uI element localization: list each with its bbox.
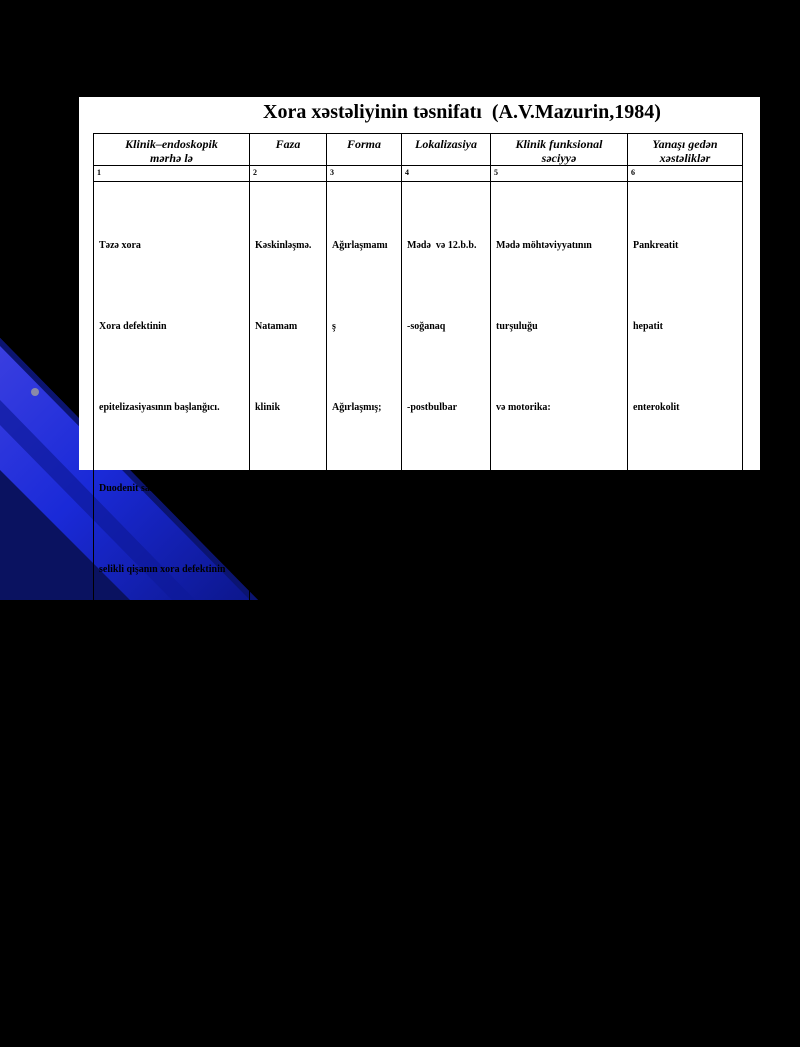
localization-line: ikili lokalizasiya bbox=[407, 564, 477, 575]
stage-line: Təzə xora bbox=[99, 240, 141, 251]
comorbidity-line: ezofagit bbox=[633, 564, 667, 575]
header-line: Klinik funksional bbox=[515, 137, 603, 151]
stage-line: Xora defektinin bbox=[99, 321, 167, 332]
header-line: xəstəliklər bbox=[659, 151, 711, 165]
stage-line: selikli qişanın xora defektinin bbox=[99, 564, 226, 575]
comorbidity-line: enterokolit bbox=[633, 402, 680, 413]
function-line: Artmış. bbox=[496, 483, 529, 494]
phase-line: klinik bbox=[255, 402, 281, 413]
header-row bbox=[94, 134, 743, 166]
column-number: 1 bbox=[97, 168, 101, 177]
function-line: turşuluğu bbox=[496, 321, 538, 332]
stage-line: epitelizasiyasının başlanğıcı. bbox=[99, 402, 220, 413]
phase-line: Klinik bbox=[255, 564, 283, 575]
slide-panel bbox=[79, 97, 760, 980]
cell-localization bbox=[402, 182, 491, 1047]
header-cell-stage bbox=[94, 134, 250, 166]
form-line: ş bbox=[332, 321, 336, 332]
slide-title: Xora xəstəliyinin təsnifatı (A.V.Mazurin,1984) bbox=[263, 101, 661, 123]
form-line: Ağırlaşmamı bbox=[332, 240, 388, 251]
header-cell-function bbox=[491, 134, 628, 166]
cell-phase bbox=[250, 182, 327, 1047]
stage-line: sağalması. bbox=[99, 645, 144, 656]
header-line: Yanaşı gedən bbox=[652, 137, 718, 151]
form-line: -qanaxma; bbox=[332, 483, 379, 494]
column-number: 5 bbox=[494, 168, 498, 177]
header-line: səciyyə bbox=[541, 151, 577, 165]
header-cell-phase bbox=[250, 134, 327, 166]
form-line: Ağırlaşmış; bbox=[332, 402, 382, 413]
function-line: Azalmuş bbox=[496, 564, 534, 575]
form-line: çıxacağının bbox=[332, 807, 381, 818]
stage-line: Klinik -endoskopik remissiya bbox=[99, 726, 224, 737]
cell-form bbox=[327, 182, 402, 1047]
form-line: -penetrasiya; bbox=[332, 564, 389, 575]
content-row bbox=[94, 182, 743, 1047]
column-number: 6 bbox=[631, 168, 635, 177]
column-number: 4 bbox=[405, 168, 409, 177]
comorbidity-line: hepatit bbox=[633, 321, 663, 332]
function-line: Mədə möhtəviyyatının bbox=[496, 240, 592, 251]
column-number-cell bbox=[402, 166, 491, 182]
phase-line: remissiya bbox=[255, 645, 296, 656]
header-line: mərhə lə bbox=[150, 151, 193, 165]
form-line: -perforasiya bbox=[332, 645, 385, 656]
column-number: 2 bbox=[253, 168, 257, 177]
form-line: -mədə bbox=[332, 726, 359, 737]
column-number-cell bbox=[327, 166, 402, 182]
localization-line: -soğanaq bbox=[407, 321, 446, 332]
header-line: Lokalizasiya bbox=[415, 137, 477, 151]
column-number-cell bbox=[491, 166, 628, 182]
comorbidity-line: xolesisto-xolangit bbox=[633, 645, 707, 656]
column-number-cell bbox=[94, 166, 250, 182]
cell-function bbox=[491, 182, 628, 1047]
function-line: Normal bbox=[496, 645, 529, 656]
localization-line: hissə, bbox=[407, 483, 431, 494]
phase-line: Kəskinləşmə. bbox=[255, 240, 312, 251]
column-number-cell bbox=[628, 166, 743, 182]
localization-line: Mədə və 12.b.b. bbox=[407, 240, 477, 251]
header-line: Faza bbox=[275, 137, 301, 151]
column-number-cell bbox=[250, 166, 327, 182]
comorbidity-line: Pankreatit bbox=[633, 240, 679, 251]
form-line: stenozu bbox=[332, 888, 365, 899]
phase-line: Natamam bbox=[255, 321, 298, 332]
bullet-dot bbox=[31, 388, 39, 396]
localization-line: -postbulbar bbox=[407, 402, 458, 413]
form-line: -perivisserit. bbox=[332, 969, 386, 980]
classification-table bbox=[93, 133, 743, 1047]
cell-comorbidity bbox=[628, 182, 743, 1047]
column-number: 3 bbox=[330, 168, 334, 177]
header-cell-form bbox=[327, 134, 402, 166]
phase-line: remissiya. bbox=[255, 483, 298, 494]
header-cell-comorbidity bbox=[628, 134, 743, 166]
function-line: və motorika: bbox=[496, 402, 551, 413]
header-cell-localization bbox=[402, 134, 491, 166]
stage-line: Duodenit saxlanılmaqla bbox=[99, 483, 201, 494]
number-row bbox=[94, 166, 743, 182]
comorbidity-line: (kolit) bbox=[633, 483, 660, 494]
cell-stage bbox=[94, 182, 250, 1047]
header-line: Klinik–endoskopik bbox=[125, 137, 218, 151]
header-line: Forma bbox=[346, 137, 381, 151]
